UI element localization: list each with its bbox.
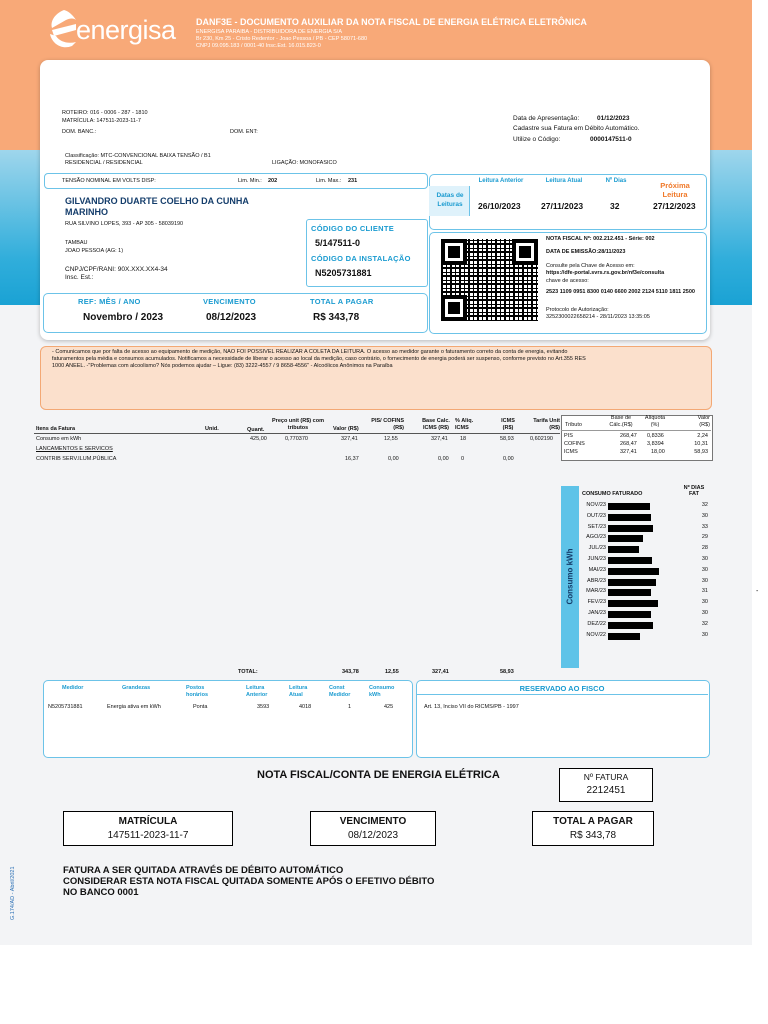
- items-total-icms: 58,93: [500, 669, 514, 675]
- dom-banc: DOM. BANC.:: [62, 129, 97, 135]
- debito-message-line1: FATURA A SER QUITADA ATRAVÉS DE DÉBITO AUTOMÁTICO: [63, 865, 344, 876]
- cliente-code-label: CÓDIGO DO CLIENTE: [311, 224, 395, 233]
- consumo-bar: [608, 622, 653, 629]
- medidor-atual: 4018: [299, 704, 312, 710]
- nfe-protocolo-label: Protocolo de Autorização:: [546, 307, 609, 313]
- consumo-header-dias: Nº DIAS FAT: [683, 485, 705, 497]
- apresentacao-label: Data de Apresentação:: [513, 115, 580, 122]
- lim-min-value: 202: [268, 178, 278, 184]
- medidor-const: 1: [348, 704, 352, 710]
- consumo-dias: 30: [701, 599, 708, 605]
- item-row-name: CONTRIB SERV.ILUM.PÚBLICA: [36, 456, 117, 462]
- tributos-header-base: Base de Cálc.(R$): [609, 415, 633, 428]
- dias-value: 32: [610, 201, 620, 211]
- nfe-chave: 2523 1109 0951 8300 0140 6600 2002 2124 5110 1811 2500: [546, 289, 695, 295]
- fatura-number-value: 2212451: [586, 785, 626, 796]
- items-header-base: Base Calc. ICMS (R$): [422, 418, 450, 431]
- item-row-icms: 0,00: [503, 456, 514, 462]
- consumo-dias: 30: [701, 513, 708, 519]
- consumo-month: MAR/23: [586, 588, 606, 594]
- tributo-row-name: ICMS: [564, 449, 578, 455]
- consumo-bar: [608, 546, 639, 553]
- items-header-tarifa: Tarifa Unit (R$): [533, 418, 560, 431]
- leitura-atual-value: 27/11/2023: [541, 201, 584, 211]
- item-row-valor: 16,37: [345, 456, 359, 462]
- medidor-header-anterior: Leitura Anterior: [246, 685, 268, 698]
- customer-street: RUA SILVINO LOPES, 393 - AP 305 - 58039190: [65, 221, 184, 227]
- customer-insc: Insc. Est.:: [65, 274, 94, 281]
- tributo-row-name: PIS: [564, 433, 573, 439]
- nfe-chave-label: chave de acesso:: [546, 278, 589, 284]
- readings-label: Datas de Leituras: [436, 192, 464, 208]
- item-row-icms: 58,93: [500, 436, 514, 442]
- items-header-icms: ICMS (R$): [501, 418, 515, 431]
- consumo-bar: [608, 557, 652, 564]
- medidor-header-grandezas: Grandezas: [122, 685, 151, 691]
- items-header-itens: Itens da Fatura: [36, 426, 76, 432]
- item-row-base: 0,00: [438, 456, 449, 462]
- consumo-dias: 30: [701, 610, 708, 616]
- roteiro: ROTEIRO: 016 - 0006 - 287 - 1810: [62, 110, 148, 116]
- tributos-divider: [561, 430, 711, 431]
- footer-matricula-box: [63, 811, 233, 846]
- consumo-dias: 30: [701, 578, 708, 584]
- tributo-row-base: 268,47: [620, 441, 637, 447]
- medidor-header-medidor: Medidor: [62, 685, 84, 691]
- tributos-header-valor: Valor (R$): [697, 415, 710, 428]
- fatura-number-label: Nº FATURA: [583, 772, 629, 782]
- notice-line2: faturamentos pela média e consumos acumulados. Notificamos a necessidade de liberar o acesso ao local da medição, caso contrário, o fornecimento de energia poderá ser suspenso, conforme previsto no Art.355 RES: [52, 356, 586, 362]
- medidor-consumo: 425: [384, 704, 394, 710]
- medidor-anterior: 3593: [257, 704, 270, 710]
- debito-automatico-text: Cadastre sua Fatura em Débito Automático.: [513, 125, 640, 132]
- classificacao: Classificação: MTC-CONVENCIONAL BAIXA TENSÃO / B1: [65, 153, 211, 159]
- leitura-anterior-label: Leitura Anterior: [478, 178, 524, 184]
- nfe-url[interactable]: https://dfe-portal.svrs.rs.gov.br/nf3e/consulta: [546, 270, 665, 276]
- nfe-numero: NOTA FISCAL Nº: 002.212.451 - Série: 002: [546, 236, 655, 242]
- item-row-name: Consumo em kWh: [36, 436, 82, 442]
- footer-total-box: [532, 811, 654, 846]
- consumo-month: DEZ/22: [587, 621, 606, 627]
- consumo-bar: [608, 525, 653, 532]
- medidor-header-const: Const Medidor: [329, 685, 351, 698]
- consumo-month: NOV/23: [586, 502, 606, 508]
- apresentacao-value: 01/12/2023: [597, 115, 630, 122]
- consumo-month: MAI/23: [588, 567, 606, 573]
- dias-label: Nº Dias: [605, 178, 627, 184]
- item-row-preco: 0,770370: [285, 436, 308, 442]
- consumo-bar: [608, 600, 658, 607]
- cliente-code-value: 5/147511-0: [315, 238, 361, 248]
- consumo-dias: 32: [701, 621, 708, 627]
- ref-label: REF: MÊS / ANO: [78, 297, 141, 306]
- consumo-bar: [608, 589, 651, 596]
- tributo-row-valor: 2,24: [697, 433, 708, 439]
- tributo-row-aliq: 0,8336: [647, 433, 664, 439]
- tensao-nominal: TENSÃO NOMINAL EM VOLTS DISP:: [62, 178, 156, 184]
- consumo-dias: 33: [701, 524, 708, 530]
- nota-fiscal-title: NOTA FISCAL/CONTA DE ENERGIA ELÉTRICA: [257, 769, 500, 781]
- item-row-aliq: 18: [460, 436, 467, 442]
- customer-name-line2: MARINHO: [65, 207, 108, 217]
- customer-cpf: CNPJ/CPF/RANI: 90X.XXX.XX4-34: [65, 266, 168, 273]
- tributos-header-aliq: Alíquota (%): [644, 415, 666, 428]
- lim-max-value: 231: [348, 178, 358, 184]
- tributo-row-base: 327,41: [620, 449, 637, 455]
- fatura-number-box: [559, 768, 653, 802]
- consumo-bar: [608, 633, 640, 640]
- item-row-aliq: 0: [461, 456, 465, 462]
- consumo-dias: 32: [701, 502, 708, 508]
- ligacao: LIGAÇÃO: MONOFASICO: [272, 160, 337, 166]
- consumo-month: OUT/23: [586, 513, 606, 519]
- debito-message-line2: CONSIDERAR ESTA NOTA FISCAL QUITADA SOMENTE APÓS O EFETIVO DÉBITO: [63, 876, 435, 887]
- qr-finder-top-right: [512, 239, 538, 265]
- ref-value: Novembro / 2023: [83, 312, 164, 323]
- medidor-value: N5205731881: [48, 704, 83, 710]
- items-header-pis: PIS/ COFINS (R$): [371, 418, 404, 431]
- consumo-month: NOV/22: [586, 632, 606, 638]
- item-row-quant: 425,00: [250, 436, 267, 442]
- proxima-leitura-value: 27/12/2023: [653, 201, 696, 211]
- instalacao-code-value: N5205731881: [315, 268, 372, 278]
- qr-code-image: [441, 239, 538, 321]
- items-header-quant: Quant.: [247, 427, 265, 433]
- items-header-divider: [34, 433, 560, 434]
- items-header-preco: Preço unit (R$) com tributos: [272, 418, 324, 431]
- logo-wordmark: energisa: [76, 15, 176, 45]
- company-address: Br 230, Km 25 - Cristo Redentor - Joao Pessoa / PB - CEP 58071-680: [196, 36, 368, 42]
- fisco-title: RESERVADO AO FISCO: [519, 684, 605, 693]
- customer-district: TAMBAU: [65, 240, 88, 246]
- medidor-box: [43, 680, 413, 758]
- lim-max-label: Lim. Max.:: [316, 178, 342, 184]
- consumo-bar: [608, 611, 651, 618]
- tributo-row-aliq: 3,8394: [647, 441, 664, 447]
- tributo-row-name: COFINS: [564, 441, 585, 447]
- dom-ent: DOM. ENT:: [230, 129, 258, 135]
- leitura-anterior-value: 26/10/2023: [478, 201, 521, 211]
- notice-line1: - Comunicamos que por falta de acesso ao equipamento de medição, NÃO FOI POSSÍVEL REALIZAR A COLETA DA LEITURA. O acesso ao medidor garante o faturamento correto da conta de energia, evitando: [52, 349, 568, 355]
- nfe-protocolo: 3252300022658214 - 28/11/2023 13:35:05: [546, 314, 650, 320]
- item-row-tarifa: 0,602190: [530, 436, 553, 442]
- instalacao-code-label: CÓDIGO DA INSTALAÇÃO: [311, 254, 411, 263]
- item-row-valor: 327,41: [341, 436, 358, 442]
- footer-total-value: R$ 343,78: [569, 830, 617, 841]
- consumo-bar: [608, 503, 650, 510]
- notice-line3: 1000 ANEEL. -"Problemas com alcoolismo? Nós podemos ajudar – Ligue: (83) 3222-4557 / 9 8658-4556" - Alcoólicos Anônimos na Paraíba: [52, 363, 393, 369]
- document-title: DANF3E - DOCUMENTO AUXILIAR DA NOTA FISCAL DE ENERGIA ELÉTRICA ELETRÔNICA: [196, 17, 587, 27]
- consumo-bar: [608, 535, 643, 542]
- items-total-valor: 343,78: [342, 669, 359, 675]
- consumo-dias: 30: [701, 632, 708, 638]
- nfe-consulte: Consulte pela Chave de Acesso em:: [546, 263, 635, 269]
- consumo-month: FEV/23: [587, 599, 606, 605]
- consumo-dias: 28: [701, 545, 708, 551]
- items-total-label: TOTAL:: [238, 669, 258, 675]
- consumo-month: JUL/23: [588, 545, 606, 551]
- form-code: G.174/AD - Abril/2021: [10, 866, 16, 920]
- utilize-value: 0000147511-0: [590, 136, 632, 143]
- footer-total-label: TOTAL A PAGAR: [553, 816, 633, 827]
- proxima-leitura-label: Próxima Leitura: [660, 181, 690, 199]
- consumo-bar: [608, 579, 656, 586]
- debito-message-line3: NO BANCO 0001: [63, 887, 139, 898]
- medidor-header-consumo: Consumo kWh: [369, 685, 395, 698]
- items-total-pis: 12,55: [385, 669, 399, 675]
- customer-name-line1: GILVANDRO DUARTE COELHO DA CUNHA: [65, 196, 249, 206]
- qr-finder-top-left: [441, 239, 467, 265]
- items-header-aliq: % Aliq. ICMS: [455, 418, 474, 431]
- fisco-text: Art. 13, Inciso VII do RICMS/PB - 1997: [424, 704, 519, 710]
- energisa-logo: [46, 8, 196, 52]
- consumo-month: JAN/23: [587, 610, 606, 616]
- footer-vencimento-box: [310, 811, 436, 846]
- consumo-bar: [608, 514, 651, 521]
- item-row-lancamentos: LANCAMENTOS E SERVICOS: [36, 446, 113, 452]
- consumo-dias: 30: [701, 567, 708, 573]
- consumo-side-label: Consumo kWh: [565, 548, 575, 605]
- medidor-header-atual: Leitura Atual: [289, 685, 308, 698]
- company-name: ENERGISA PARAIBA - DISTRIBUIDORA DE ENERGIA S/A: [196, 29, 342, 35]
- consumo-bar: [608, 568, 659, 575]
- medidor-grandeza: Energia ativa em kWh: [107, 704, 161, 710]
- company-cnpj: CNPJ 09.095.183 / 0001-40 Insc.Est. 16.015.823-0: [196, 43, 321, 49]
- consumo-month: AGO/23: [586, 534, 606, 540]
- vencimento-label: VENCIMENTO: [203, 297, 256, 306]
- consumo-dias: 30: [701, 556, 708, 562]
- items-total-base: 327,41: [432, 669, 449, 675]
- matricula: MATRÍCULA: 147511-2023-11-7: [62, 118, 141, 124]
- item-row-base: 327,41: [431, 436, 448, 442]
- tributos-header-tributo: Tributo: [565, 422, 582, 428]
- footer-matricula-value: 147511-2023-11-7: [107, 830, 189, 841]
- consumo-dias: 29: [701, 534, 708, 540]
- consumo-month: ABR/23: [587, 578, 606, 584]
- fisco-divider: [416, 694, 708, 695]
- medidor-header-postos: Postos horários: [186, 685, 209, 698]
- tributo-row-valor: 58,93: [694, 449, 708, 455]
- vencimento-value: 08/12/2023: [206, 312, 257, 323]
- footer-vencimento-value: 08/12/2023: [347, 830, 399, 841]
- total-value: R$ 343,78: [313, 312, 360, 323]
- consumo-month: SET/23: [587, 524, 606, 530]
- leitura-atual-label: Leitura Atual: [545, 178, 583, 184]
- total-label: TOTAL A PAGAR: [310, 297, 374, 306]
- consumo-month: JUN/23: [587, 556, 606, 562]
- side-dash: -: [756, 588, 759, 595]
- residencial: RESIDENCIAL / RESIDENCIAL: [65, 160, 143, 166]
- utilize-label: Utilize o Código:: [513, 136, 561, 143]
- tributo-row-base: 268,47: [620, 433, 637, 439]
- consumo-dias: 31: [701, 588, 708, 594]
- qr-finder-bottom-left: [441, 295, 467, 321]
- items-header-unid: Unid.: [205, 426, 219, 432]
- energisa-logo-icon: [46, 8, 80, 50]
- consumo-header-label: CONSUMO FATURADO: [582, 491, 643, 497]
- item-row-pis: 12,55: [384, 436, 398, 442]
- customer-city: JOAO PESSOA (AG: 1): [65, 248, 124, 254]
- footer-vencimento-label: VENCIMENTO: [339, 816, 407, 827]
- tributo-row-valor: 10,31: [694, 441, 708, 447]
- nfe-emissao: DATA DE EMISSÃO:28/11/2023: [546, 249, 626, 255]
- footer-matricula-label: MATRÍCULA: [118, 816, 178, 827]
- lim-min-label: Lim. Min.:: [238, 178, 262, 184]
- items-header-valor: Valor (R$): [333, 426, 359, 432]
- item-row-pis: 0,00: [388, 456, 399, 462]
- tributo-row-aliq: 18,00: [651, 449, 665, 455]
- medidor-posto: Ponta: [193, 704, 208, 710]
